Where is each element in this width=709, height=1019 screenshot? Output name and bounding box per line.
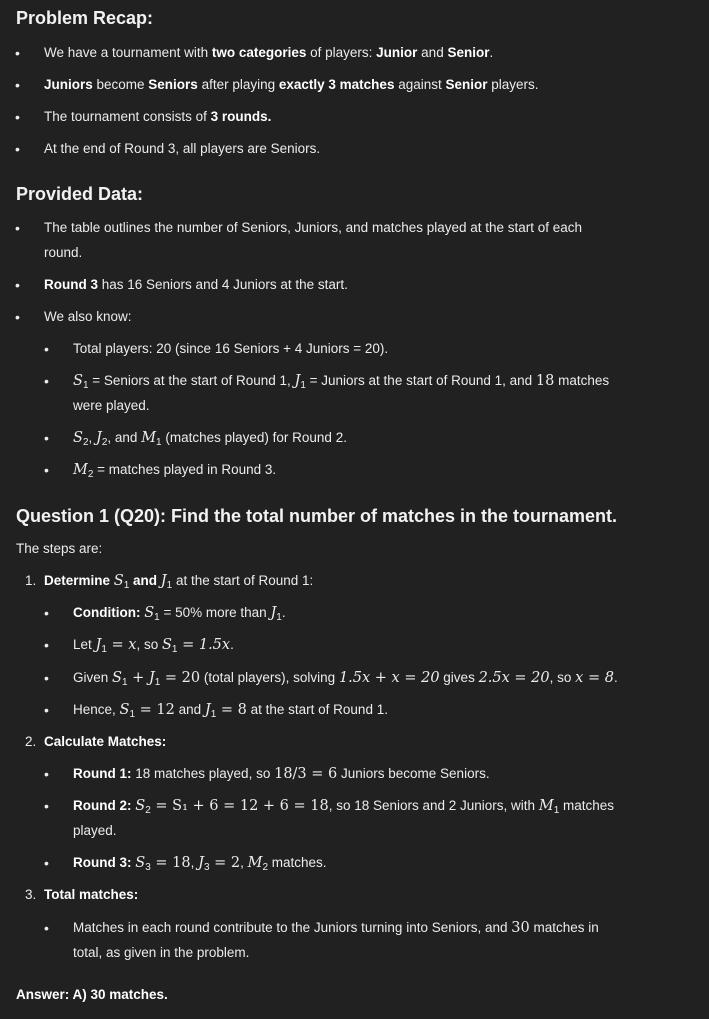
section-heading-question: Question 1 (Q20): Find the total number of matches in the tournament. — [16, 506, 618, 526]
bullet-icon: • — [44, 605, 49, 621]
step-number: 3. — [25, 887, 37, 902]
step-2-round-1: Round 1: 18 matches played, so 18/3 = 6 Juniors become Seniors. — [73, 766, 490, 782]
bullet-icon: • — [15, 220, 20, 236]
provided-bullet-1-line-2: round. — [44, 245, 83, 260]
provided-sub-2-line-2: were played. — [73, 398, 150, 413]
step-1-given: Given $S_1 + J_1 = 20$ (total players), solving 1.5x + x = 20 gives 2.5x = 20, so x = 8. — [73, 670, 618, 688]
bullet-icon: • — [44, 670, 49, 686]
bullet-icon: • — [15, 45, 20, 61]
bullet-icon: • — [44, 373, 49, 389]
step-number: 2. — [25, 734, 37, 749]
step-2-round-3: Round 3: $S_3 = 18$, $J_3 = 2$, $M_2$ matches. — [73, 855, 327, 873]
steps-intro: The steps are: — [16, 541, 103, 556]
bullet-icon: • — [44, 702, 49, 718]
bullet-icon: • — [15, 141, 20, 157]
step-3-total: Matches in each round contribute to the Juniors turning into Seniors, and 30 matches in — [73, 920, 599, 936]
bullet-icon: • — [44, 637, 49, 653]
section-heading-recap: Problem Recap: — [16, 8, 154, 28]
bullet-icon: • — [44, 920, 49, 936]
provided-sub-1: Total players: 20 (since 16 Seniors + 4 Juniors = 20). — [73, 341, 389, 356]
provided-bullet-2: Round 3 has 16 Seniors and 4 Juniors at the start. — [44, 277, 348, 292]
provided-sub-3: $S_2$, $J_2$, and $M_1$ (matches played) for Round 2. — [73, 430, 347, 448]
step-2-title: Calculate Matches: — [44, 734, 167, 749]
bullet-icon: • — [44, 462, 49, 478]
step-3-title: Total matches: — [44, 887, 139, 902]
step-number: 1. — [25, 573, 37, 588]
bullet-icon: • — [15, 77, 20, 93]
step-1-title: Determine $S_1$ and $J_1$ at the start of Round 1: — [44, 573, 314, 591]
answer: Answer: A) 30 matches. — [16, 987, 168, 1002]
step-1-condition: Condition: $S_1 = 50\%$ more than $J_1$. — [73, 605, 286, 623]
bullet-icon: • — [15, 109, 20, 125]
step-2-round-2-line-2: played. — [73, 823, 117, 838]
provided-sub-2: $S_1$ = Seniors at the start of Round 1, $J_1$ = Juniors at the start of Round 1, and 18 matches — [73, 373, 610, 391]
provided-bullet-1-line-1: The table outlines the number of Seniors, Juniors, and matches played at the start of each — [44, 220, 583, 235]
bullet-icon: • — [44, 855, 49, 871]
bullet-icon: • — [44, 430, 49, 446]
step-1-let: Let $J_1 = x$, so $S_1 = 1.5x$. — [73, 637, 234, 655]
recap-bullet-4: At the end of Round 3, all players are Seniors. — [44, 141, 321, 156]
bullet-icon: • — [15, 277, 20, 293]
step-3-total-line-2: total, as given in the problem. — [73, 945, 250, 960]
provided-sub-4: $M_2$ = matches played in Round 3. — [73, 462, 277, 480]
bullet-icon: • — [44, 798, 49, 814]
provided-bullet-3: We also know: — [44, 309, 132, 324]
bullet-icon: • — [44, 341, 49, 357]
section-heading-provided: Provided Data: — [16, 184, 144, 204]
step-2-round-2: Round 2: $S_2 = S_1 + 6 = 12 + 6 = 18$, so 18 Seniors and 2 Juniors, with $M_1$ matches — [73, 798, 615, 816]
recap-bullet-2: Juniors become Seniors after playing exactly 3 matches against Senior players. — [44, 77, 539, 92]
bullet-icon: • — [44, 766, 49, 782]
recap-bullet-3: The tournament consists of 3 rounds. — [44, 109, 272, 124]
recap-bullet-1: We have a tournament with two categories of players: Junior and Senior. — [44, 45, 494, 60]
step-1-hence: Hence, $S_1 = 12$ and $J_1 = 8$ at the start of Round 1. — [73, 702, 388, 720]
bullet-icon: • — [15, 309, 20, 325]
